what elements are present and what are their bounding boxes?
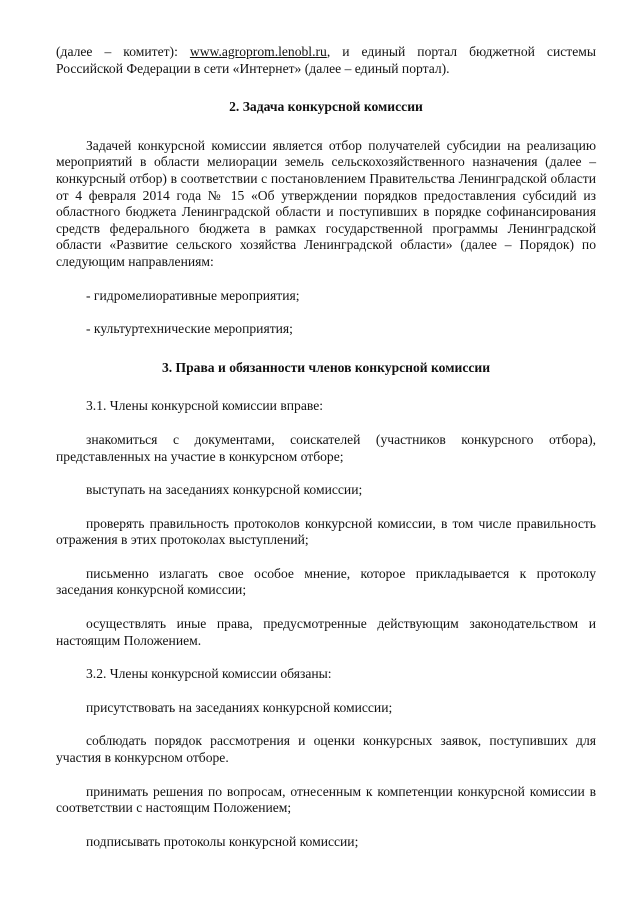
website-link[interactable]: www.agroprom.lenobl.ru: [189, 44, 327, 59]
duty-item-sign-protocols: подписывать протоколы конкурсной комиссии;: [86, 833, 359, 849]
list-item-cultural-technical: - культуртехнические мероприятия;: [86, 321, 293, 337]
right-item-check-protocols: проверять правильность протоколов конкурсной комиссии, в том числе правильность отражения в этих протоколах выступлений;: [56, 515, 596, 548]
intro-text-before-link: (далее – комитет):: [56, 44, 190, 59]
list-item-hydromelioration: - гидромелиоративные мероприятия;: [86, 287, 300, 303]
section-2-heading: 2. Задача конкурсной комиссии: [229, 99, 423, 115]
section-2-paragraph: Задачей конкурсной комиссии является отбор получателей субсидии на реализацию мероприятий в области мелиорации земель сельскохозяйственного назначения (далее – конкурсный отбор) в соответствии с постановлением Правительства Ленинградской области от 4 февраля 2014 года № 15 «Об утверждении порядков предоставления субсидий из областного бюджета Ленинградской области и поступивших в порядке софинансирования средств федерального бюджета в рамках государственной программы Ленинградской области «Развитие сельского хозяйства Ленинградской области» (далее – Порядок) по следующим направлениям:: [56, 137, 596, 269]
right-item-speak: выступать на заседаниях конкурсной комиссии;: [86, 482, 363, 498]
duty-item-follow-procedure: соблюдать порядок рассмотрения и оценки конкурсных заявок, поступивших для участия в конкурсном отборе.: [56, 733, 596, 766]
right-item-dissenting-opinion: письменно излагать свое особое мнение, которое прикладывается к протоколу заседания конкурсной комиссии;: [56, 565, 596, 598]
intro-text-after-link: , и единый портал бюджетной системы Российской Федерации в сети «Интернет» (далее – единый портал).: [56, 44, 596, 76]
intro-paragraph: [56, 44, 596, 77]
duties-intro: 3.2. Члены конкурсной комиссии обязаны:: [86, 666, 332, 682]
duty-item-make-decisions: принимать решения по вопросам, отнесенным к компетенции конкурсной комиссии в соответствии с настоящим Положением;: [56, 783, 596, 816]
rights-intro: 3.1. Члены конкурсной комиссии вправе:: [86, 398, 324, 414]
section-3-heading: 3. Права и обязанности членов конкурсной комиссии: [161, 359, 491, 375]
duty-item-attend: присутствовать на заседаниях конкурсной комиссии;: [86, 699, 393, 715]
right-item-other-rights: осуществлять иные права, предусмотренные действующим законодательством и настоящим Положением.: [56, 616, 596, 648]
right-item-documents: знакомиться с документами, соискателей (участников конкурсного отбора), представленных на участие в конкурсном отборе;: [56, 431, 596, 464]
